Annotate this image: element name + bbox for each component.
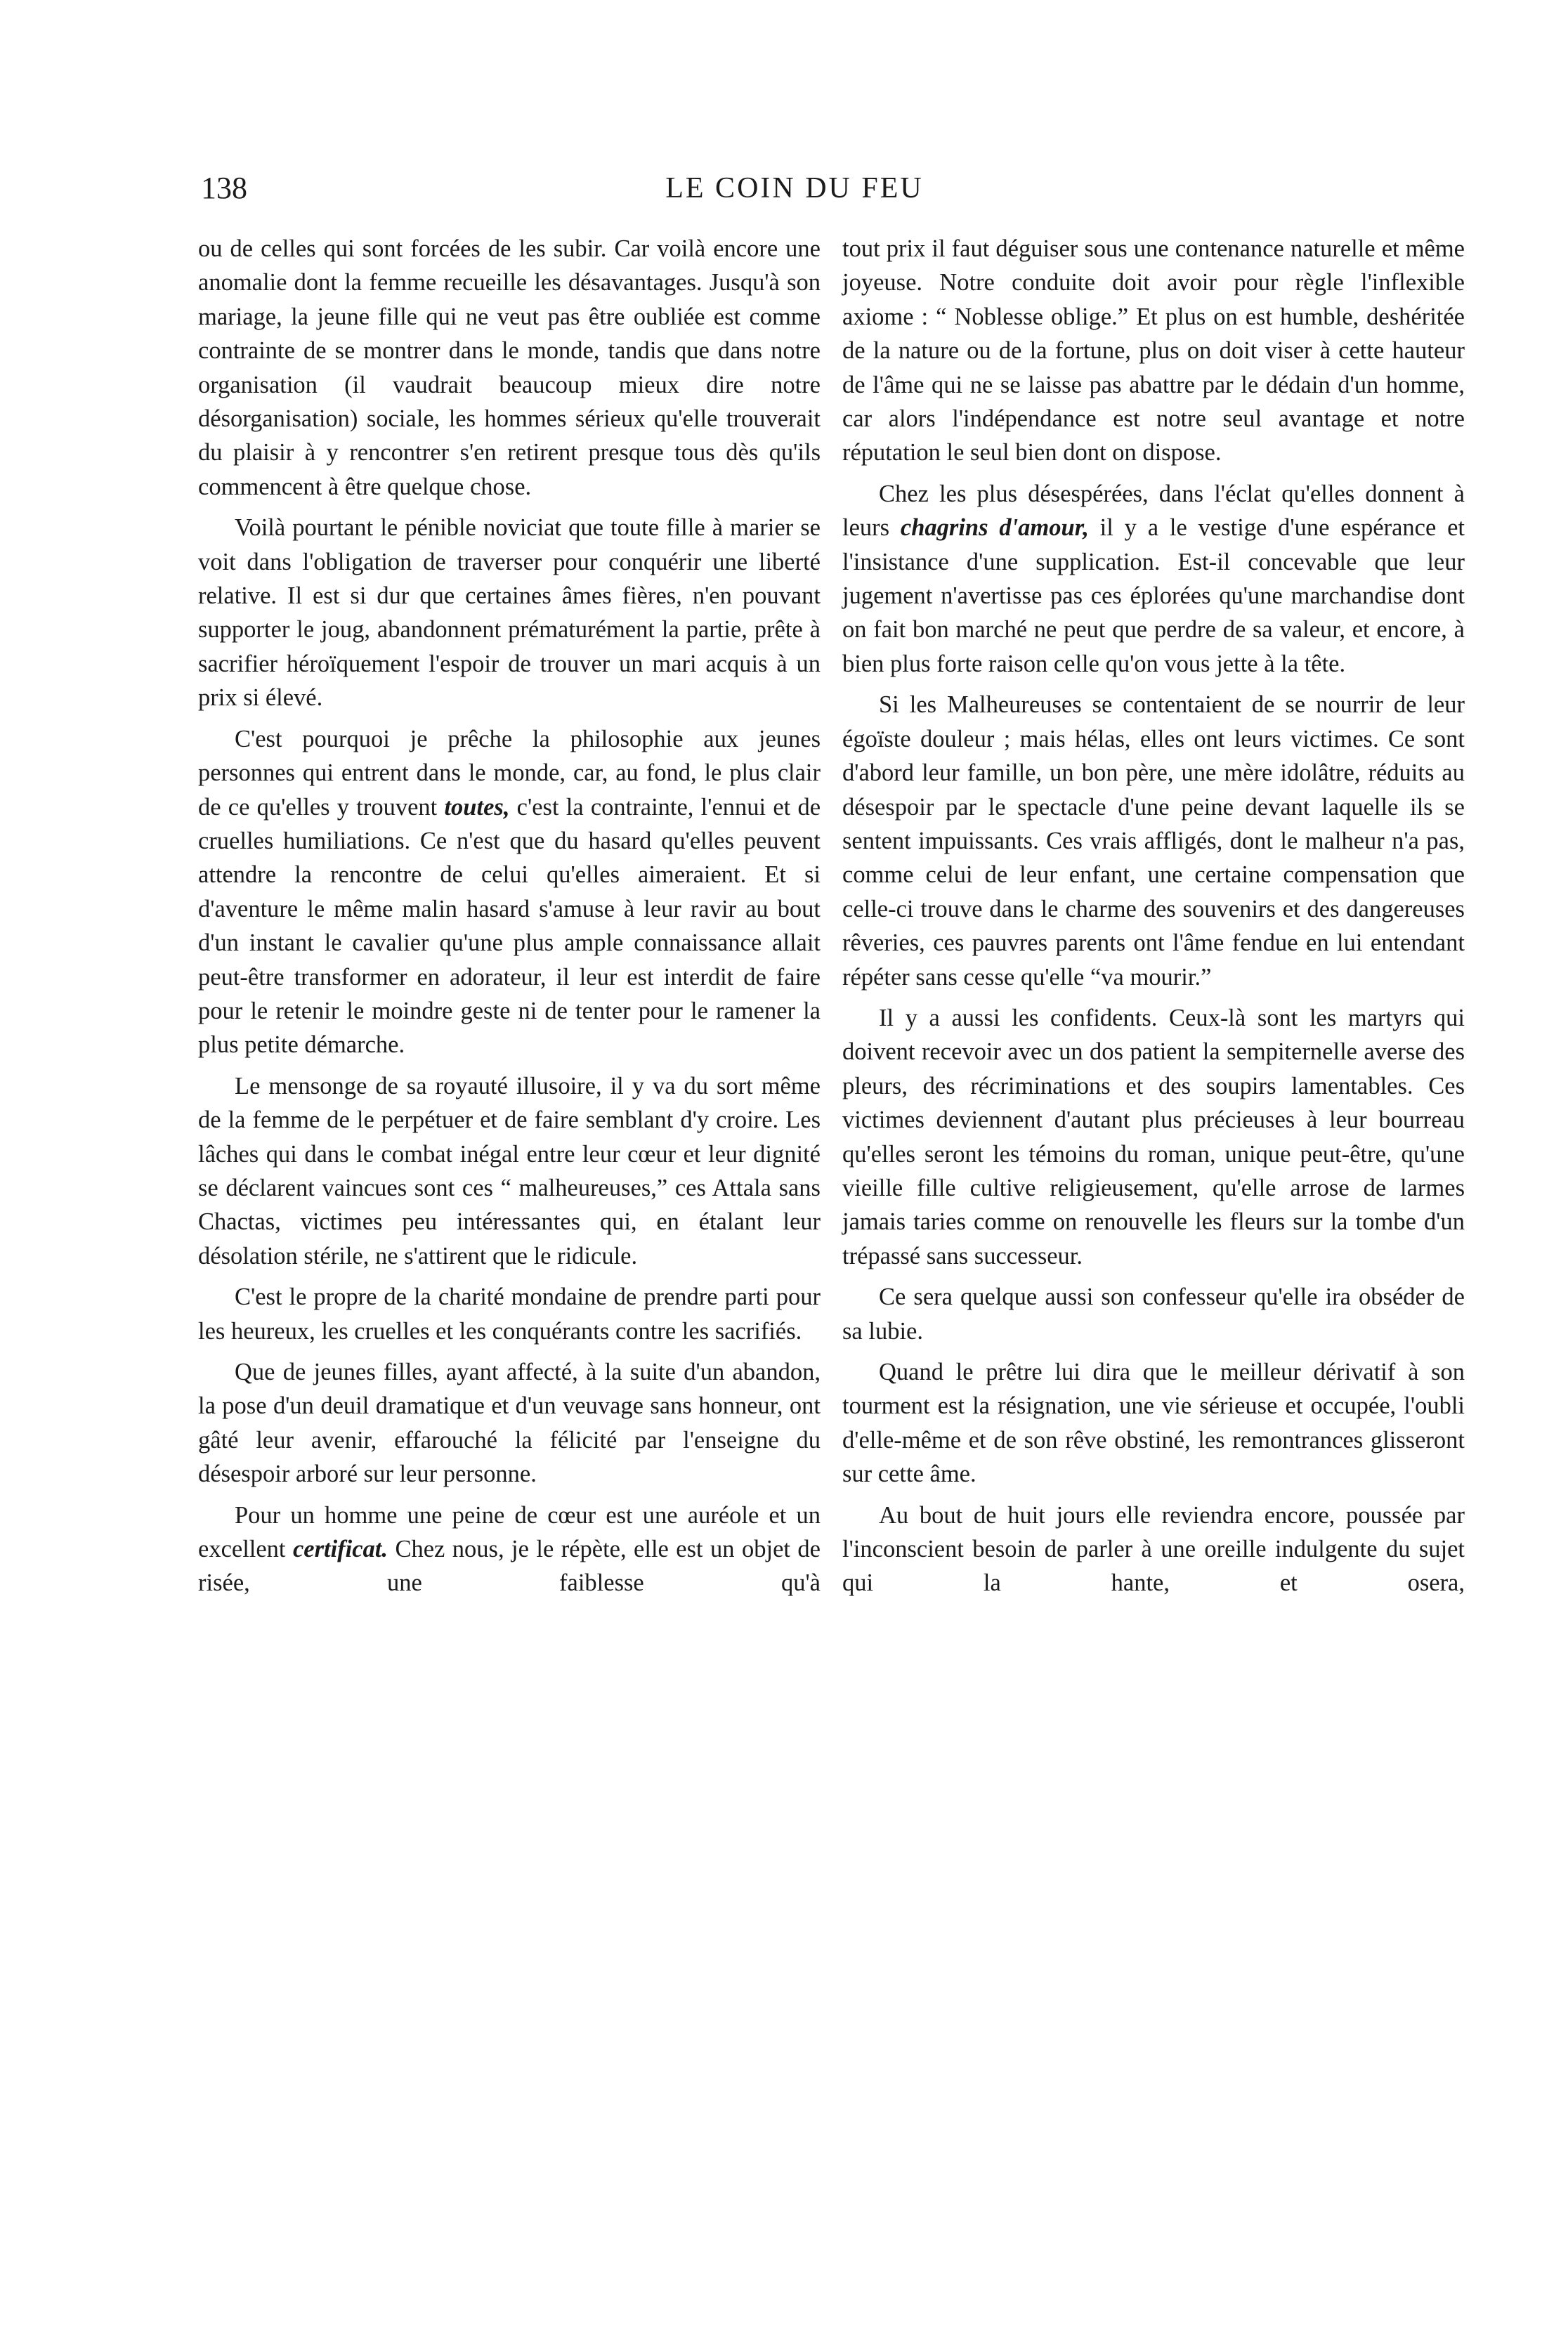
paragraph: tout prix il faut déguiser sous une contenance naturelle et même joyeuse. Notre conduite doit avoir pour règle l'inflexible axiome : “ Noblesse oblige.” Et plus on est humble, deshéritée de la nature ou de la fortune, plus on doit viser à cette hauteur de l'âme qui ne se laisse pas abattre par le dédain d'un homme, car alors l'indépendance est notre seul avantage et notre réputation le seul bien dont on dispose. bbox=[842, 235, 1465, 466]
right-column bbox=[842, 232, 1465, 1607]
text-run: Chez les plus désespérées, dans l'éclat qu'elles donnent à leurs bbox=[842, 480, 1465, 542]
text-run: Pour un homme une peine de cœur est une auréole et un excellent bbox=[198, 1501, 821, 1563]
running-title: LE COIN DU FEU bbox=[665, 172, 924, 204]
text-run: C'est pourquoi je prêche la philosophie aux jeunes personnes qui entrent dans le monde, car, au fond, le plus clair de ce qu'elles y trouvent bbox=[198, 725, 821, 821]
italic-text: chagrins d'amour, bbox=[900, 514, 1089, 542]
paragraph: Quand le prêtre lui dira que le meilleur dérivatif à son tourment est la résignation, une vie sérieuse et occupée, l'oubli d'elle-même et de son rêve obstiné, les remontrances glisseront sur cette âme. bbox=[842, 1359, 1465, 1488]
text-run: il y a le vestige d'une espérance et l'insistance d'une supplication. Est-il concevable que leur jugement n'avertisse pas ces éplorées qu'une marchandise dont on fait bon marché ne peut que perdre de sa valeur, et encore, à bien plus forte raison celle qu'on vous jette à la tête. bbox=[842, 514, 1465, 677]
page-header bbox=[0, 167, 1568, 209]
page-number: 138 bbox=[201, 171, 247, 205]
left-column bbox=[198, 232, 821, 1607]
paragraph: Si les Malheureuses se contentaient de se nourrir de leur égoïste douleur ; mais hélas, elles ont leurs victimes. Ce sont d'abord leur famille, un bon père, une mère idolâtre, réduits au désespoir par le spectacle d'une peine devant laquelle ils se sentent impuissants. Ces vrais affligés, dont le malheur n'a pas, comme celui de leur enfant, une certaine compensation que celle-ci trouve dans le charme des souvenirs et des dangereuses rêveries, ces pauvres parents ont l'âme fendue en lui entendant répéter sans cesse qu'elle “va mourir.” bbox=[842, 691, 1465, 991]
italic-text: certificat. bbox=[292, 1536, 388, 1563]
text-run: Chez nous, je le répète, elle est un objet de risée, une faiblesse qu'à bbox=[198, 1536, 821, 1597]
italic-text: toutes, bbox=[444, 793, 510, 821]
paragraph: Au bout de huit jours elle reviendra encore, poussée par l'inconscient besoin de parler à une oreille indulgente du sujet qui la hante, et osera, bbox=[842, 1501, 1465, 1597]
paragraph: Que de jeunes filles, ayant affecté, à la suite d'un abandon, la pose d'un deuil dramatique et d'un veuvage sans honneur, ont gâté leur avenir, effarouché la félicité par l'enseigne du désespoir arboré sur leur personne. bbox=[198, 1359, 821, 1488]
paragraph: Voilà pourtant le pénible noviciat que toute fille à marier se voit dans l'obligation de traverser pour conquérir une liberté relative. Il est si dur que certaines âmes fières, n'en pouvant supporter le joug, abandonnent prématurément la partie, prête à sacrifier héroïquement l'espoir de trouver un mari acquis à un prix si élevé. bbox=[198, 514, 821, 712]
text-run: c'est la contrainte, l'ennui et de cruelles humiliations. Ce n'est que du hasard qu'elles peuvent attendre la rencontre de celui qu'elles aimeraient. Et si d'aventure le même malin hasard s'amuse à leur ravir au bout d'un instant le cavalier qu'une plus ample connaissance allait peut-être transformer en adorateur, il leur est interdit de faire pour le retenir le moindre geste ni de tenter pour le ramener la plus petite démarche. bbox=[198, 793, 821, 1059]
paragraph: C'est le propre de la charité mondaine de prendre parti pour les heureux, les cruelles et les conquérants contre les sacrifiés. bbox=[198, 1284, 821, 1345]
paragraph: ou de celles qui sont forcées de les subir. Car voilà encore une anomalie dont la femme recueille les désavantages. Jusqu'à son mariage, la jeune fille qui ne veut pas être oubliée est comme contrainte de se montrer dans le monde, tandis que dans notre organisation (il vaudrait beaucoup mieux dire notre désorganisation) sociale, les hommes sérieux qu'elle trouverait du plaisir à y rencontrer s'en retirent presque tous dès qu'ils commencent à être quelque chose. bbox=[198, 235, 821, 500]
paragraph: Le mensonge de sa royauté illusoire, il y va du sort même de la femme de le perpétuer et de faire semblant d'y croire. Les lâches qui dans le combat inégal entre leur cœur et leur dignité se déclarent vaincues sont ces “ malheureuses,” ces Attala sans Chactas, victimes peu intéressantes qui, en étalant leur désolation stérile, ne s'attirent que le ridicule. bbox=[198, 1072, 821, 1269]
paragraph: Il y a aussi les confidents. Ceux-là sont les martyrs qui doivent recevoir avec un dos patient la sempiternelle averse des pleurs, des récriminations et des soupirs lamentables. Ces victimes deviennent d'autant plus précieuses à leur bourreau qu'elles seront les témoins du roman, unique peut-être, qu'une vieille fille cultive religieusement, qu'elle arrose de larmes jamais taries comme on renouvelle les fleurs sur la tombe d'un trépassé sans successeur. bbox=[842, 1004, 1465, 1269]
paragraph bbox=[198, 722, 821, 1062]
paragraph bbox=[842, 477, 1465, 681]
paragraph: Ce sera quelque aussi son confesseur qu'elle ira obséder de sa lubie. bbox=[842, 1284, 1465, 1345]
paragraph bbox=[198, 1498, 821, 1600]
